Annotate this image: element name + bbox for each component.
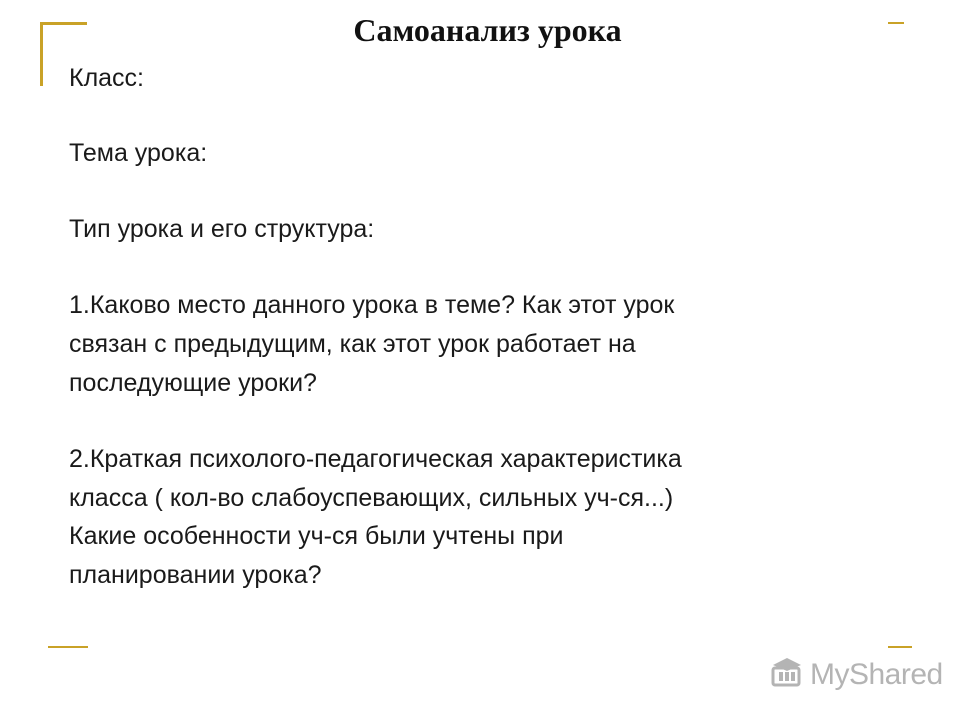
class-label: Класс:: [69, 64, 144, 92]
question-1-line: последующие уроки?: [69, 369, 317, 397]
topic-label: Тема урока:: [69, 139, 208, 167]
watermark-text: MyShared: [810, 658, 943, 691]
slide-title: Самоанализ урока: [353, 12, 622, 48]
question-1-line: 1.Каково место данного урока в теме? Как этот урок: [69, 291, 675, 319]
question-2-line: планировании урока?: [69, 561, 322, 589]
myshared-watermark: [770, 655, 943, 695]
question-2-line: 2.Краткая психолого-педагогическая характеристика: [69, 445, 682, 473]
question-2-line: Какие особенности уч-ся были учтены при: [69, 522, 564, 550]
mortarboard-screen-icon: [770, 656, 804, 695]
question-1-line: связан с предыдущим, как этот урок работает на: [69, 330, 636, 358]
bottom-right-corner-mark: [888, 646, 912, 648]
question-2-line: класса ( кол-во слабоуспевающих, сильных уч-ся...): [69, 484, 674, 512]
bottom-left-corner-mark: [48, 646, 88, 648]
lesson-type-label: Тип урока и его структура:: [69, 215, 375, 243]
